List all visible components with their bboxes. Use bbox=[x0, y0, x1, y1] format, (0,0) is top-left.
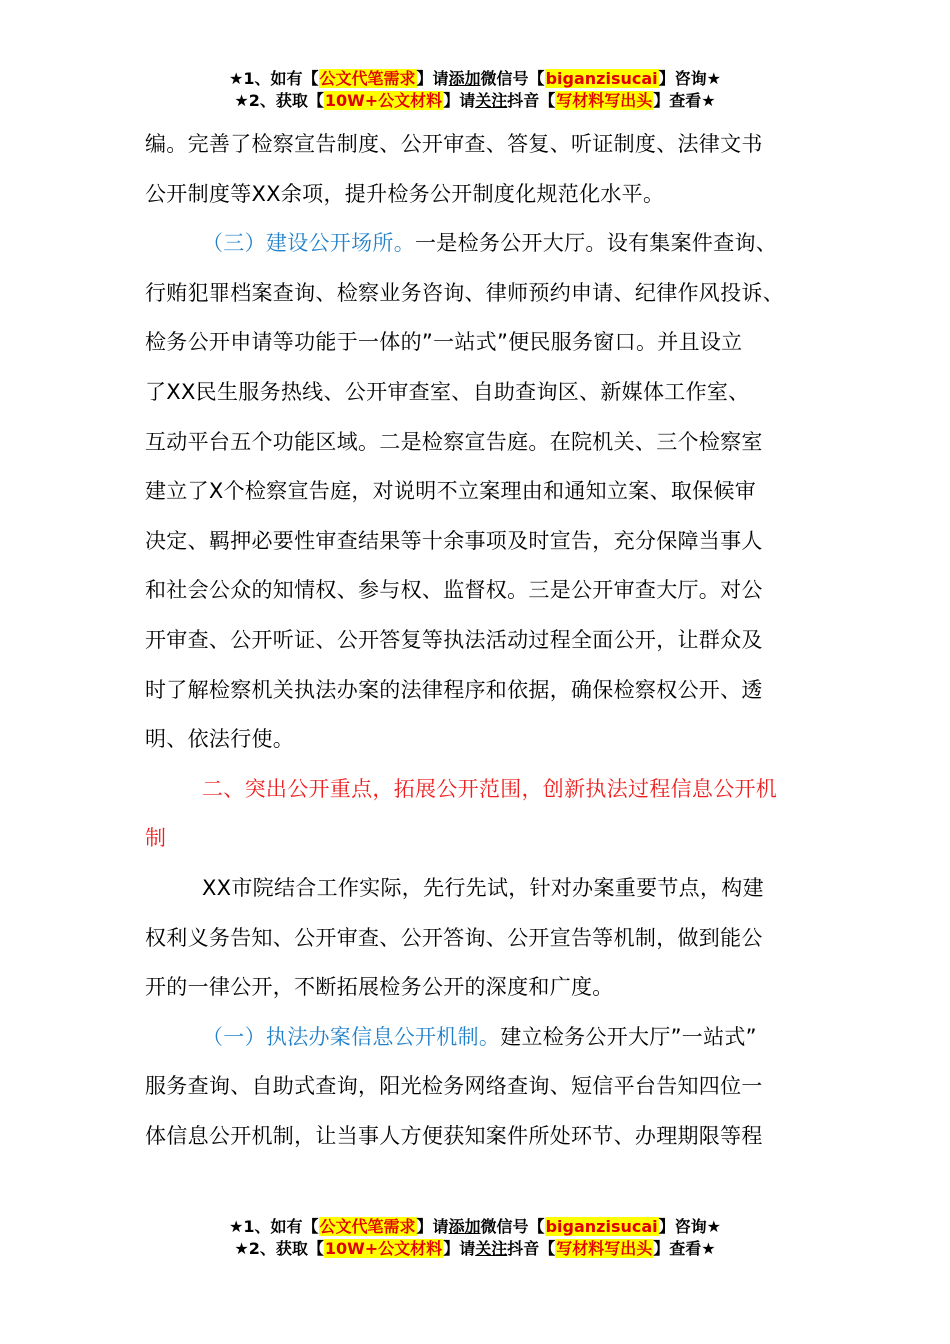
text-line: 开的一律公开，不断拓展检务公开的深度和广度。 bbox=[145, 975, 614, 1000]
section-heading-cont: 制 bbox=[145, 826, 167, 851]
subsection-heading-line: （一）执法办案信息公开机制。建立检务公开大厅”一站式” bbox=[202, 1024, 757, 1049]
text-line: 行贿犯罪档案查询、检察业务咨询、律师预约申请、纪律作风投诉、 bbox=[145, 280, 784, 305]
text-line: 开审查、公开听证、公开答复等执法活动过程全面公开，让群众及 bbox=[145, 627, 763, 652]
banner-line-1: ★1、如有【公文代笔需求】请添加微信号【biganzisucai】咨询★ bbox=[229, 69, 721, 88]
banner-line-2: ★2、获取【10W+公文材料】请关注抖音【写材料写出头】查看★ bbox=[234, 91, 716, 110]
text-line: 时了解检察机关执法办案的法律程序和依据，确保检察权公开、透 bbox=[145, 677, 763, 702]
text-line: 互动平台五个功能区域。二是检察宣告庭。在院机关、三个检察室 bbox=[145, 429, 763, 454]
subsection-heading-line: （三）建设公开场所。一是检务公开大厅。设有集案件查询、 bbox=[202, 231, 778, 256]
text-line: 权利义务告知、公开审查、公开答询、公开宣告等机制，做到能公 bbox=[145, 925, 763, 950]
banner-line-2: ★2、获取【10W+公文材料】请关注抖音【写材料写出头】查看★ bbox=[234, 1239, 716, 1258]
text-line: 服务查询、自助式查询，阳光检务网络查询、短信平台告知四位一 bbox=[145, 1074, 763, 1099]
footer-banner bbox=[0, 1216, 950, 1260]
text-line: 检务公开申请等功能于一体的”一站式”便民服务窗口。并且设立 bbox=[145, 330, 743, 355]
subsection-heading: （三）建设公开场所。 bbox=[202, 231, 415, 256]
text-line: 公开制度等XX余项，提升检务公开制度化规范化水平。 bbox=[145, 181, 665, 206]
text-line: 和社会公众的知情权、参与权、监督权。三是公开审查大厅。对公 bbox=[145, 578, 763, 603]
paragraph-start: XX市院结合工作实际，先行先试，针对办案重要节点，构建 bbox=[202, 875, 764, 900]
text-line: 明、依法行使。 bbox=[145, 727, 295, 752]
text-line: 建立了X个检察宣告庭，对说明不立案理由和通知立案、取保候审 bbox=[145, 479, 757, 504]
header-banner bbox=[0, 68, 950, 112]
document-body bbox=[145, 120, 809, 1161]
text-line: 编。完善了检察宣告制度、公开审查、答复、听证制度、法律文书 bbox=[145, 132, 763, 156]
text-line: 体信息公开机制，让当事人方便获知案件所处环节、办理期限等程 bbox=[145, 1123, 763, 1148]
text-line: 了XX民生服务热线、公开审查室、自助查询区、新媒体工作室、 bbox=[145, 379, 750, 404]
text-line: 决定、羁押必要性审查结果等十余事项及时宣告，充分保障当事人 bbox=[145, 528, 763, 553]
section-heading: 二、突出公开重点，拓展公开范围，创新执法过程信息公开机 bbox=[202, 776, 778, 801]
subsection-heading: （一）执法办案信息公开机制。 bbox=[202, 1024, 501, 1049]
banner-line-1: ★1、如有【公文代笔需求】请添加微信号【biganzisucai】咨询★ bbox=[229, 1217, 721, 1236]
